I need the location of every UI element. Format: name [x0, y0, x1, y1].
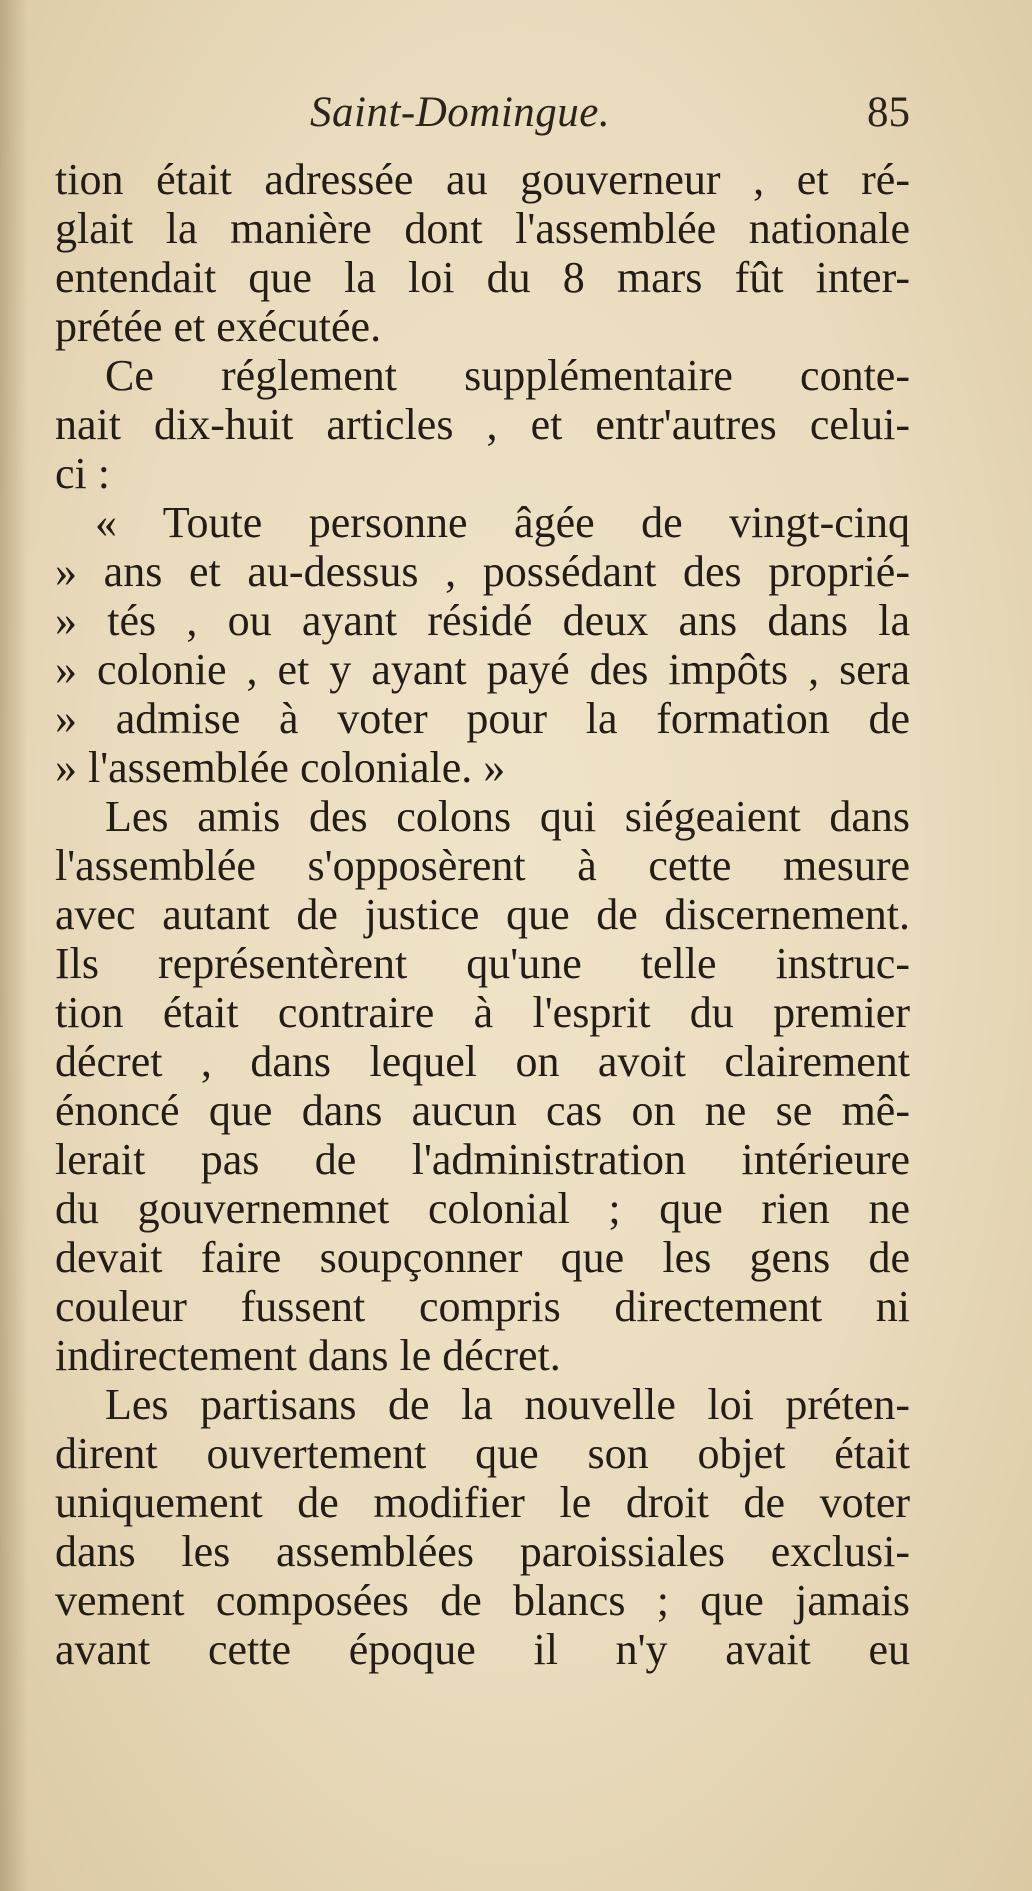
text-line: décret , dans lequel on avoit clairement: [55, 1037, 910, 1086]
quote-line: » colonie , et y ayant payé des impôts , sera: [55, 645, 910, 694]
text-line: Les amis des colons qui siégeaient dans: [105, 792, 910, 841]
text-line: ci :: [55, 449, 110, 498]
quote-line: » ans et au-dessus , possédant des proprié-: [55, 547, 910, 596]
text-line: avec autant de justice que de discernement.: [55, 890, 910, 939]
text-line: tion était contraire à l'esprit du premier: [55, 988, 910, 1037]
body-text: [55, 155, 910, 1674]
text-line: prétée et exécutée.: [55, 302, 382, 351]
text-line: vement composées de blancs ; que jamais: [55, 1576, 910, 1625]
quote-line: » tés , ou ayant résidé deux ans dans la: [55, 596, 910, 645]
quote-line: « Toute personne âgée de vingt-cinq: [95, 498, 910, 547]
page-number: 85: [867, 89, 910, 136]
text-line: l'assemblée s'opposèrent à cette mesure: [55, 841, 910, 890]
quote-line: » admise à voter pour la formation de: [55, 694, 910, 743]
quote-line: » l'assemblée coloniale. »: [55, 743, 506, 792]
text-line: énoncé que dans aucun cas on ne se mê-: [55, 1086, 910, 1135]
text-line: dans les assemblées paroissiales exclusi-: [55, 1527, 910, 1576]
text-line: Les partisans de la nouvelle loi préten-: [105, 1380, 910, 1429]
text-line: Ils représentèrent qu'une telle instruc-: [55, 939, 910, 988]
text-line: indirectement dans le décret.: [55, 1331, 561, 1380]
text-line: devait faire soupçonner que les gens de: [55, 1233, 910, 1282]
page-edge-shadow: [0, 0, 28, 1891]
text-line: tion était adressée au gouverneur , et ré-: [55, 155, 910, 204]
text-line: avant cette époque il n'y avait eu: [55, 1625, 910, 1674]
running-head: Saint-Domingue.: [310, 89, 611, 136]
text-line: dirent ouvertement que son objet était: [55, 1429, 910, 1478]
text-line: entendait que la loi du 8 mars fût inter-: [55, 253, 910, 302]
text-line: lerait pas de l'administration intérieure: [55, 1135, 910, 1184]
text-line: couleur fussent compris directement ni: [55, 1282, 910, 1331]
text-line: nait dix-huit articles , et entr'autres celui-: [55, 400, 910, 449]
text-line: Ce réglement supplémentaire conte-: [105, 351, 910, 400]
text-line: du gouvernemnet colonial ; que rien ne: [55, 1184, 910, 1233]
text-line: glait la manière dont l'assemblée nationale: [55, 204, 910, 253]
text-line: uniquement de modifier le droit de voter: [55, 1478, 910, 1527]
page-header: [55, 88, 910, 148]
